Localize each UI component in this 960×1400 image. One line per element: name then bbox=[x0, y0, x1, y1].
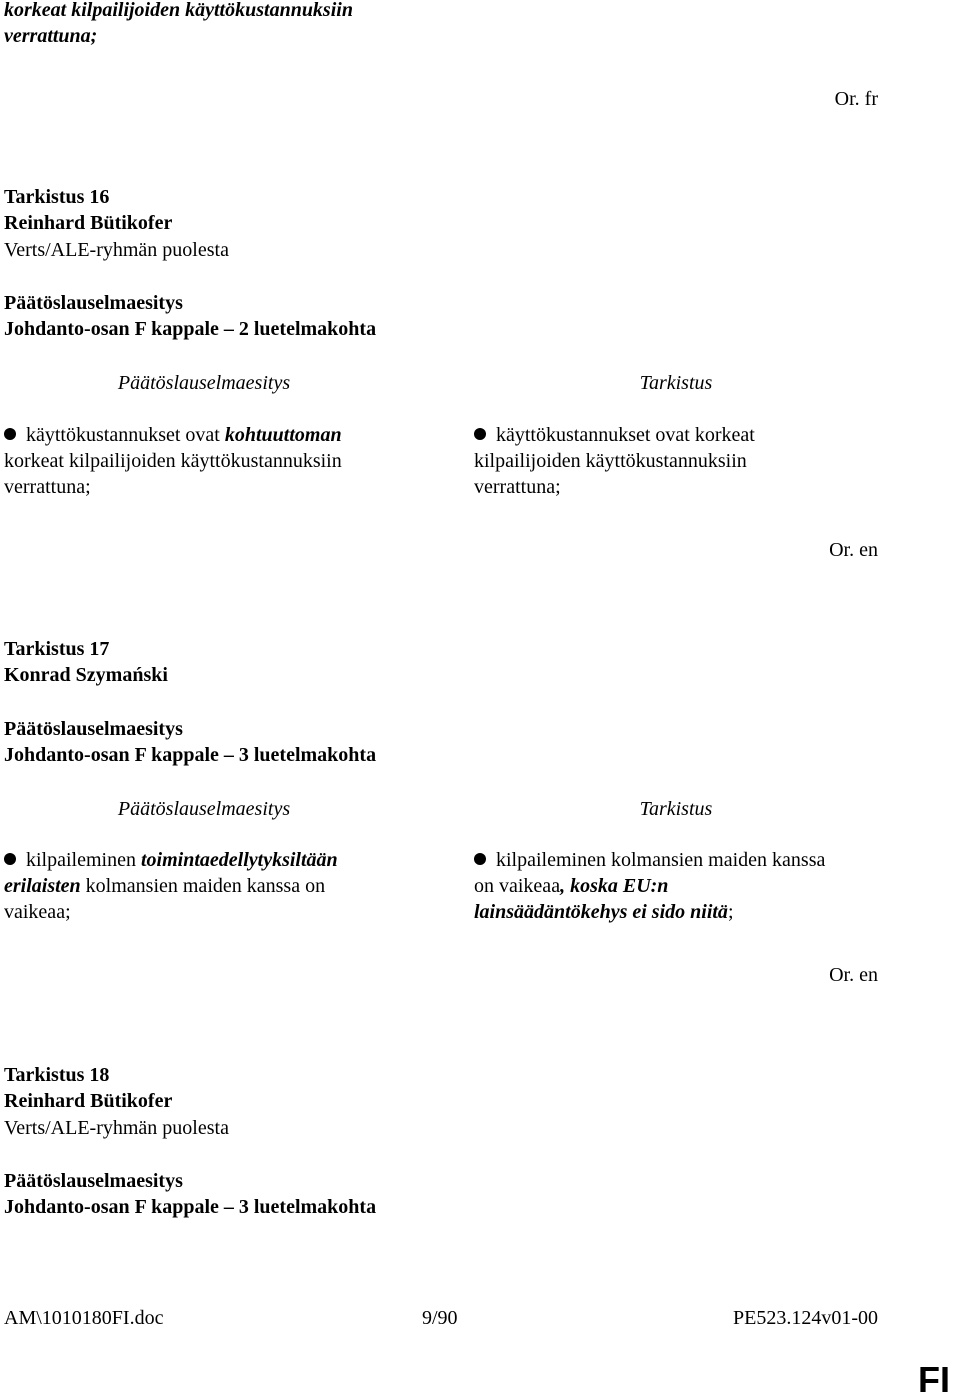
amendment-17-right-header: Tarkistus bbox=[639, 798, 713, 820]
continuation-line-2: verrattuna; bbox=[4, 25, 98, 47]
amendment-18-group: Verts/ALE-ryhmän puolesta bbox=[4, 1117, 229, 1139]
amendment-17-reference: Johdanto-osan F kappale – 3 luetelmakohta bbox=[4, 744, 377, 766]
bullet-icon bbox=[474, 428, 486, 440]
amendment-17-left-header: Päätöslauselmaesitys bbox=[117, 798, 291, 820]
amendment-17-left-text: kilpaileminen toimintaedellytyksiltään erilaisten kolmansien maiden kanssa on vaikeaa; bbox=[4, 849, 338, 923]
amendment-16-left-text: käyttökustannukset ovat kohtuuttoman korkeat kilpailijoiden käyttökustannuksiin verrattuna; bbox=[4, 424, 342, 498]
amendment-18-doc-type: Päätöslauselmaesitys bbox=[4, 1170, 183, 1192]
amendment-16-reference: Johdanto-osan F kappale – 2 luetelmakohta bbox=[4, 318, 377, 340]
original-language-fr: Or. fr bbox=[834, 88, 878, 110]
footer-page-number: 9/90 bbox=[422, 1307, 458, 1329]
amendment-16-left-header: Päätöslauselmaesitys bbox=[117, 372, 291, 394]
amendment-18-author: Reinhard Bütikofer bbox=[4, 1090, 173, 1112]
amendment-16-title: Tarkistus 16 bbox=[4, 186, 110, 208]
footer-doc-reference: AM\1010180FI.doc bbox=[4, 1307, 164, 1329]
amendment-18-reference: Johdanto-osan F kappale – 3 luetelmakohta bbox=[4, 1196, 377, 1218]
amendment-16-original-language: Or. en bbox=[829, 539, 878, 561]
amendment-18-title: Tarkistus 18 bbox=[4, 1064, 110, 1086]
bullet-icon bbox=[4, 428, 16, 440]
amendment-16-author: Reinhard Bütikofer bbox=[4, 212, 173, 234]
amendment-16-doc-type: Päätöslauselmaesitys bbox=[4, 292, 183, 314]
footer-pe-number: PE523.124v01-00 bbox=[733, 1307, 878, 1329]
amendment-17-doc-type: Päätöslauselmaesitys bbox=[4, 718, 183, 740]
continuation-line-1: korkeat kilpailijoiden käyttökustannuksiin bbox=[4, 0, 353, 21]
amendment-16-right-header: Tarkistus bbox=[639, 372, 713, 394]
amendment-16-right-text: käyttökustannukset ovat korkeat kilpailijoiden käyttökustannuksiin verrattuna; bbox=[474, 424, 755, 498]
bullet-icon bbox=[474, 853, 486, 865]
amendment-16-group: Verts/ALE-ryhmän puolesta bbox=[4, 239, 229, 261]
amendment-17-right-text: kilpaileminen kolmansien maiden kanssa on vaikeaa, koska EU:n lainsäädäntökehys ei sido niitä; bbox=[474, 849, 826, 923]
amendment-17-title: Tarkistus 17 bbox=[4, 638, 110, 660]
language-code-mark: FI bbox=[918, 1359, 950, 1400]
amendment-17-original-language: Or. en bbox=[829, 964, 878, 986]
amendment-17-author: Konrad Szymański bbox=[4, 664, 168, 686]
bullet-icon bbox=[4, 853, 16, 865]
